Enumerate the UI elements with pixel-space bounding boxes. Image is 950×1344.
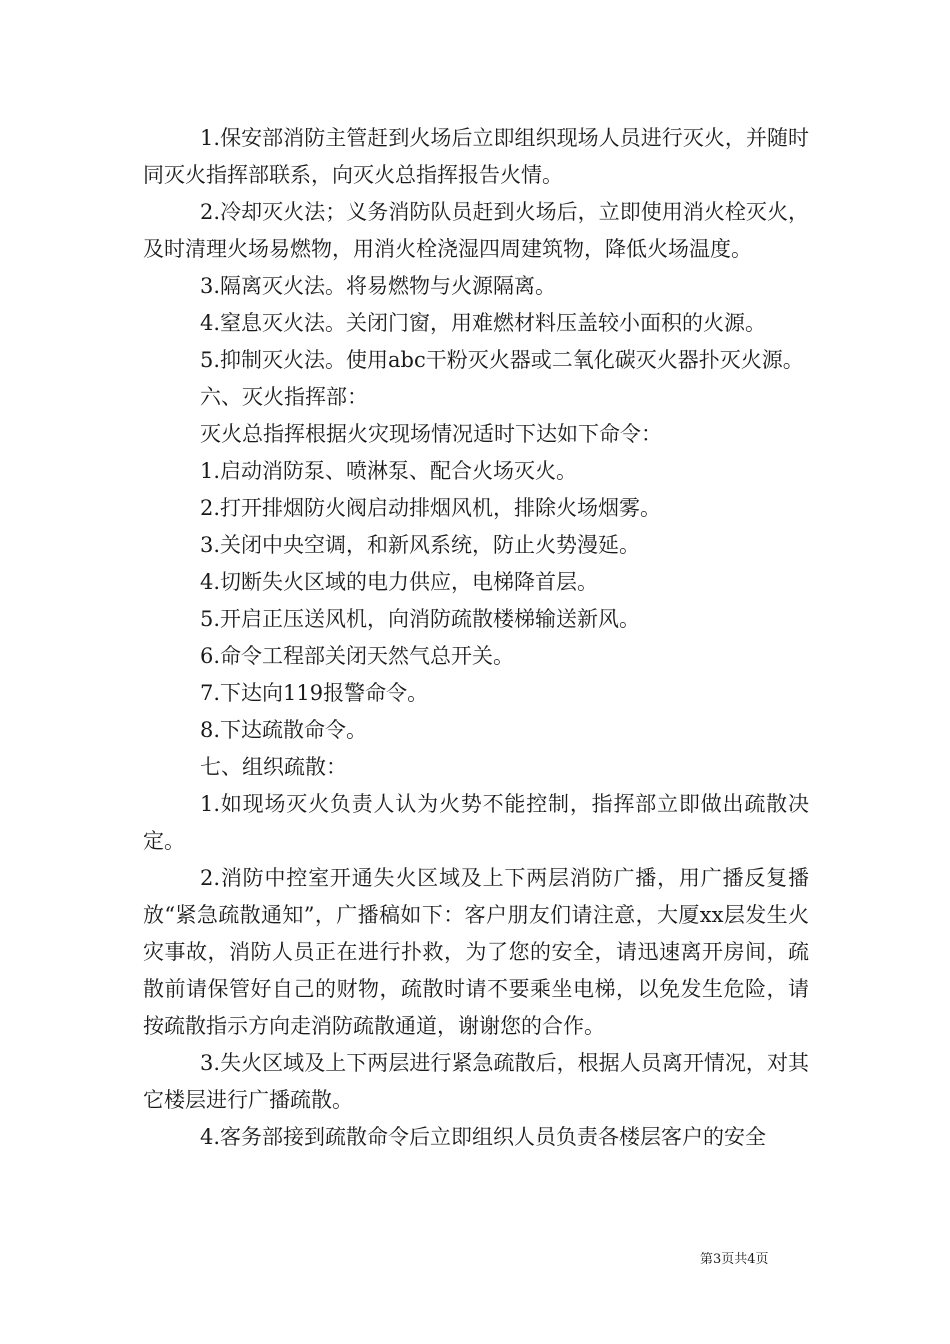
paragraph-9: 3.关闭中央空调，和新风系统，防止火势漫延。 [200, 533, 641, 557]
paragraph-15: 1.如现场灭火负责人认为火势不能控制，指挥部立即做出疏散决定。 [143, 792, 809, 853]
document-body [143, 120, 809, 1156]
paragraph-4: 4.窒息灭火法。关闭门窗，用难燃材料压盖较小面积的火源。 [200, 311, 767, 335]
paragraph-13: 7.下达向119报警命令。 [200, 681, 429, 705]
section-heading-six: 六、灭火指挥部： [200, 385, 368, 409]
paragraph-8: 2.打开排烟防火阀启动排烟风机，排除火场烟雾。 [200, 496, 662, 520]
paragraph-1: 1.保安部消防主管赶到火场后立即组织现场人员进行灭火，并随时同灭火指挥部联系，向灭火总指挥报告火情。 [143, 126, 809, 187]
paragraph-11: 5.开启正压送风机，向消防疏散楼梯输送新风。 [200, 607, 641, 631]
paragraph-16: 2.消防中控室开通失火区域及上下两层消防广播，用广播反复播放“紧急疏散通知”，广播稿如下：客户朋友们请注意，大厦xx层发生火灾事故，消防人员正在进行扑救，为了您的安全，请迅速离开房间，疏散前请保管好自己的财物，疏散时请不要乘坐电梯，以免发生危险，请按疏散指示方向走消防疏散通道，谢谢您的合作。 [143, 866, 809, 1038]
paragraph-18: 4.客务部接到疏散命令后立即组织人员负责各楼层客户的安全 [200, 1125, 767, 1149]
paragraph-12: 6.命令工程部关闭天然气总开关。 [200, 644, 515, 668]
paragraph-10: 4.切断失火区域的电力供应，电梯降首层。 [200, 570, 599, 594]
paragraph-3: 3.隔离灭火法。将易燃物与火源隔离。 [200, 274, 557, 298]
section-heading-seven: 七、组织疏散： [200, 755, 347, 779]
page-number-footer: 第3页共4页 [700, 1252, 769, 1267]
paragraph-14: 8.下达疏散命令。 [200, 718, 368, 742]
paragraph-17: 3.失火区域及上下两层进行紧急疏散后，根据人员离开情况，对其它楼层进行广播疏散。 [143, 1051, 809, 1112]
paragraph-5: 5.抑制灭火法。使用abc干粉灭火器或二氧化碳灭火器扑灭火源。 [200, 348, 804, 372]
paragraph-6: 灭火总指挥根据火灾现场情况适时下达如下命令： [200, 422, 662, 446]
paragraph-2: 2.冷却灭火法；义务消防队员赶到火场后，立即使用消火栓灭火，及时清理火场易燃物，用消火栓浇湿四周建筑物，降低火场温度。 [143, 200, 809, 261]
paragraph-7: 1.启动消防泵、喷淋泵、配合火场灭火。 [200, 459, 578, 483]
